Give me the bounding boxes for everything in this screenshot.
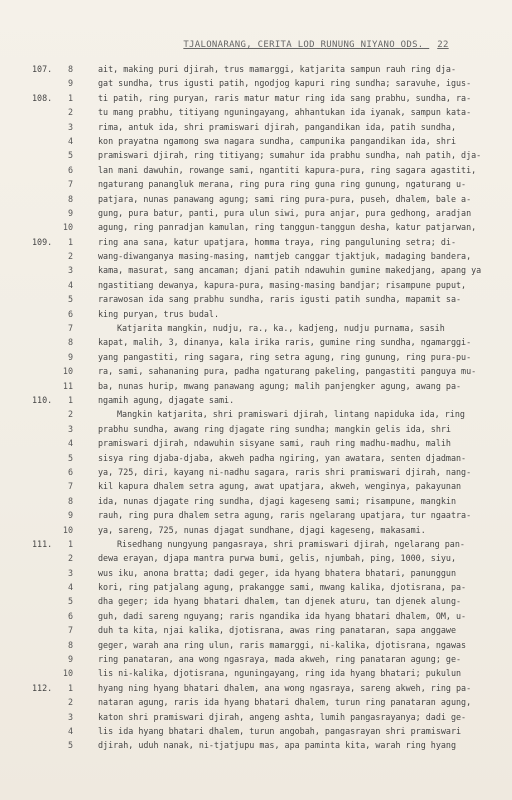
line-text: guh, dadi sareng nguyang; raris ngandika ida hyang bhatari dhalem, OM, u- (98, 610, 467, 621)
line-text: duh ta kita, njai kalika, djotisrana, awas ring panataran, sapa anggawe (98, 625, 456, 636)
line-number: 7 (67, 323, 73, 334)
text-line (0, 666, 512, 680)
text-line (0, 523, 512, 537)
line-number: 5 (67, 596, 73, 607)
line-text: ida, nunas djagate ring sundha, djagi kageseng sami; risampune, mangkin (98, 495, 456, 506)
text-line (0, 249, 512, 263)
text-line (0, 479, 512, 493)
text-line (0, 738, 512, 752)
line-number: 9 (67, 207, 73, 218)
line-number: 6 (67, 164, 73, 175)
line-number: 7 (67, 179, 73, 190)
line-text: yang pangastiti, ring sagara, ring setra agung, ring gunung, ring pura-pu- (98, 351, 472, 362)
line-text: Risedhang nungyung pangasraya, shri pramiswari djirah, ngelarang pan- (117, 538, 465, 549)
line-text: dewa erayan, djapa mantra purwa bumi, gelis, njumbah, ping, 1000, siyu, (98, 553, 456, 564)
text-line (0, 220, 512, 234)
line-text: ra, sami, sahananing pura, padha ngaturang pakeling, pangastiti panguya mu- (98, 366, 477, 377)
text-line (0, 148, 512, 162)
text-line (0, 407, 512, 421)
text-body (0, 62, 512, 753)
line-number: 1 (67, 394, 73, 405)
line-number: 1 (67, 538, 73, 549)
line-number: 5 (67, 740, 73, 751)
text-line (0, 278, 512, 292)
line-number: 9 (67, 78, 73, 89)
line-number: 1 (67, 236, 73, 247)
line-text: ring panataran, ana wong ngasraya, mada akweh, ring panataran agung; ge- (98, 654, 462, 665)
line-number: 7 (67, 481, 73, 492)
line-text: rima, antuk ida, shri pramiswari djirah, pangandikan ida, patih sundha, (98, 121, 456, 132)
line-number: 4 (67, 725, 73, 736)
line-number: 3 (67, 567, 73, 578)
line-text: lan mani dawuhin, rowange sami, ngantiti kapura-pura, ring sagara agastiti, (98, 164, 477, 175)
line-text: pramiswari djirah, ndawuhin sisyane sami, rauh ring madhu-madhu, malih (98, 438, 451, 449)
line-number: 5 (67, 150, 73, 161)
line-text: gat sundha, trus igusti patih, ngodjog kapuri ring sundha; saravuhe, igus- (98, 78, 472, 89)
line-number: 1 (67, 92, 73, 103)
line-number: 6 (67, 308, 73, 319)
text-line (0, 580, 512, 594)
line-text: katon shri pramiswari djirah, angeng ashta, lumih pangasrayanya; dadi ge- (98, 711, 467, 722)
text-line (0, 321, 512, 335)
text-line (0, 335, 512, 349)
text-line (0, 537, 512, 551)
line-number: 5 (67, 452, 73, 463)
line-text: rauh, ring pura dhalem setra agung, raris ngelarang upatjara, tur ngaatra- (98, 510, 472, 521)
line-number: 11 (62, 380, 73, 391)
text-line (0, 292, 512, 306)
line-number: 2 (67, 107, 73, 118)
text-line (0, 120, 512, 134)
line-number: 8 (67, 495, 73, 506)
line-number: 3 (67, 711, 73, 722)
line-number: 3 (67, 121, 73, 132)
text-line (0, 451, 512, 465)
line-text: hyang ning hyang bhatari dhalem, ana wong ngasraya, sareng akweh, ring pa- (98, 682, 472, 693)
page-number: 22 (437, 40, 449, 50)
line-number: 1 (67, 682, 73, 693)
line-text: kil kapura dhalem setra agung, awat upatjara, akweh, wenginya, pakayunan (98, 481, 462, 492)
section-number: 108. (32, 92, 53, 103)
line-number: 10 (62, 524, 73, 535)
line-number: 9 (67, 654, 73, 665)
line-text: pramiswari djirah, ring titiyang; sumahur ida prabhu sundha, nah patih, dja- (98, 150, 482, 161)
text-line (0, 163, 512, 177)
line-number: 9 (67, 351, 73, 362)
line-number: 3 (67, 265, 73, 276)
line-text: ngastitiang dewanya, kapura-pura, masing-masing bandjar; risampune puput, (98, 279, 467, 290)
text-line (0, 76, 512, 90)
section-number: 111. (32, 538, 53, 549)
text-line (0, 206, 512, 220)
line-number: 6 (67, 466, 73, 477)
text-line (0, 422, 512, 436)
text-line (0, 494, 512, 508)
line-text: djirah, uduh nanak, ni-tjatjupu mas, apa paminta kita, warah ring hyang (98, 740, 456, 751)
text-line (0, 724, 512, 738)
running-header (0, 40, 512, 50)
line-number: 9 (67, 510, 73, 521)
line-text: Mangkin katjarita, shri pramiswari djirah, lintang napiduka ida, ring (117, 409, 465, 420)
line-text: geger, warah ana ring ulun, raris mamarggi, ni-kalika, djotisrana, ngawas (98, 639, 467, 650)
text-line (0, 393, 512, 407)
line-text: wang-diwanganya masing-masing, namtjeb canggar tjaktjuk, madaging bandera, (98, 251, 472, 262)
line-text: kapat, malih, 3, dinanya, kala irika raris, gumine ring sundha, ngamarggi- (98, 337, 472, 348)
line-text: Katjarita mangkin, nudju, ra., ka., kadjeng, nudju purnama, sasih (117, 323, 445, 334)
text-line (0, 681, 512, 695)
line-number: 4 (67, 279, 73, 290)
line-text: ya, 725, diri, kayang ni-nadhu sagara, raris shri pramiswari djirah, nang- (98, 466, 472, 477)
section-number: 110. (32, 394, 53, 405)
text-line (0, 307, 512, 321)
text-line (0, 594, 512, 608)
line-text: tu mang prabhu, titiyang nguningayang, ahhantukan ida iyanak, sampun kata- (98, 107, 472, 118)
text-line (0, 465, 512, 479)
text-line (0, 192, 512, 206)
line-text: kama, masurat, sang ancaman; djani patih ndawuhin gumine makedjang, apang ya (98, 265, 482, 276)
line-text: ngamih agung, djagate sami. (98, 394, 235, 405)
text-line (0, 177, 512, 191)
line-text: king puryan, trus budal. (98, 308, 220, 319)
section-number: 107. (32, 64, 53, 74)
text-line (0, 364, 512, 378)
line-text: sisya ring djaba-djaba, akweh padha ngiring, yan awatara, senten djadman- (98, 452, 467, 463)
line-text: rarawosan ida sang prabhu sundha, raris igusti patih sundha, mapamit sa- (98, 294, 462, 305)
line-number: 2 (67, 409, 73, 420)
line-number: 8 (67, 193, 73, 204)
line-text: ya, sareng, 725, nunas djagat sundhane, djagi kageseng, makasami. (98, 524, 426, 535)
line-number: 6 (67, 610, 73, 621)
line-text: nataran agung, raris ida hyang bhatari dhalem, turun ring panataran agung, (98, 697, 472, 708)
line-text: kon prayatna ngamong swa nagara sundha, campunika pangandikan ida, shri (98, 135, 456, 146)
text-line (0, 695, 512, 709)
line-number: 8 (67, 64, 73, 74)
line-number: 4 (67, 135, 73, 146)
line-text: ti patih, ring puryan, raris matur matur ring ida sang prabhu, sundha, ra- (98, 92, 472, 103)
line-text: ngaturang panangluk merana, ring pura ring guna ring gunung, ngaturang u- (98, 179, 467, 190)
line-number: 8 (67, 639, 73, 650)
line-text: wus iku, anona bratta; dadi geger, ida hyang bhatera bhatari, panunggun (98, 567, 456, 578)
text-line (0, 91, 512, 105)
line-text: lis ida hyang bhatari dhalem, turun angobah, pangasrayan shri pramiswari (98, 725, 462, 736)
line-number: 2 (67, 251, 73, 262)
line-text: agung, ring panradjan kamulan, ring tanggun-tanggun desha, katur patjarwan, (98, 222, 477, 233)
text-line (0, 638, 512, 652)
section-number: 112. (32, 682, 53, 693)
section-number: 109. (32, 236, 53, 247)
line-text: lis ni-kalika, djotisrana, nguningayang, ring ida hyang bhatari; pukulun (98, 668, 462, 679)
text-line (0, 623, 512, 637)
text-line (0, 379, 512, 393)
line-text: prabhu sundha, awang ring djagate ring sundha; mangkin gelis ida, shri (98, 423, 451, 434)
line-number: 10 (62, 222, 73, 233)
text-line (0, 551, 512, 565)
text-line (0, 62, 512, 76)
line-text: patjara, nunas panawang agung; sami ring pura-pura, puseh, dhalem, bale a- (98, 193, 472, 204)
line-number: 4 (67, 582, 73, 593)
line-number: 2 (67, 697, 73, 708)
line-number: 10 (62, 366, 73, 377)
line-text: gung, pura batur, panti, pura ulun siwi, pura anjar, pura gedhong, aradjan (98, 207, 472, 218)
line-text: kori, ring patjalang agung, prakangge sami, mwang kalika, djotisrana, pa- (98, 582, 467, 593)
line-number: 2 (67, 553, 73, 564)
text-line (0, 263, 512, 277)
line-number: 7 (67, 625, 73, 636)
text-line (0, 652, 512, 666)
line-text: ba, nunas hurip, mwang panawang agung; malih panjengker agung, awang pa- (98, 380, 462, 391)
line-text: ring ana sana, katur upatjara, homma traya, ring panguluning setra; di- (98, 236, 456, 247)
line-number: 4 (67, 438, 73, 449)
text-line (0, 235, 512, 249)
text-line (0, 508, 512, 522)
text-line (0, 609, 512, 623)
text-line (0, 436, 512, 450)
line-text: ait, making puri djirah, trus mamarggi, katjarita sampun rauh ring dja- (98, 64, 456, 74)
line-text: dha geger; ida hyang bhatari dhalem, tan djenek aturu, tan djenek alung- (98, 596, 462, 607)
text-line (0, 566, 512, 580)
line-number: 3 (67, 423, 73, 434)
text-line (0, 710, 512, 724)
line-number: 10 (62, 668, 73, 679)
line-number: 8 (67, 337, 73, 348)
line-number: 5 (67, 294, 73, 305)
text-line (0, 350, 512, 364)
header-title: TJALONARANG, CERITA LOD RUNUNG NIYANO ODS. (183, 40, 424, 50)
text-line (0, 134, 512, 148)
text-line (0, 105, 512, 119)
